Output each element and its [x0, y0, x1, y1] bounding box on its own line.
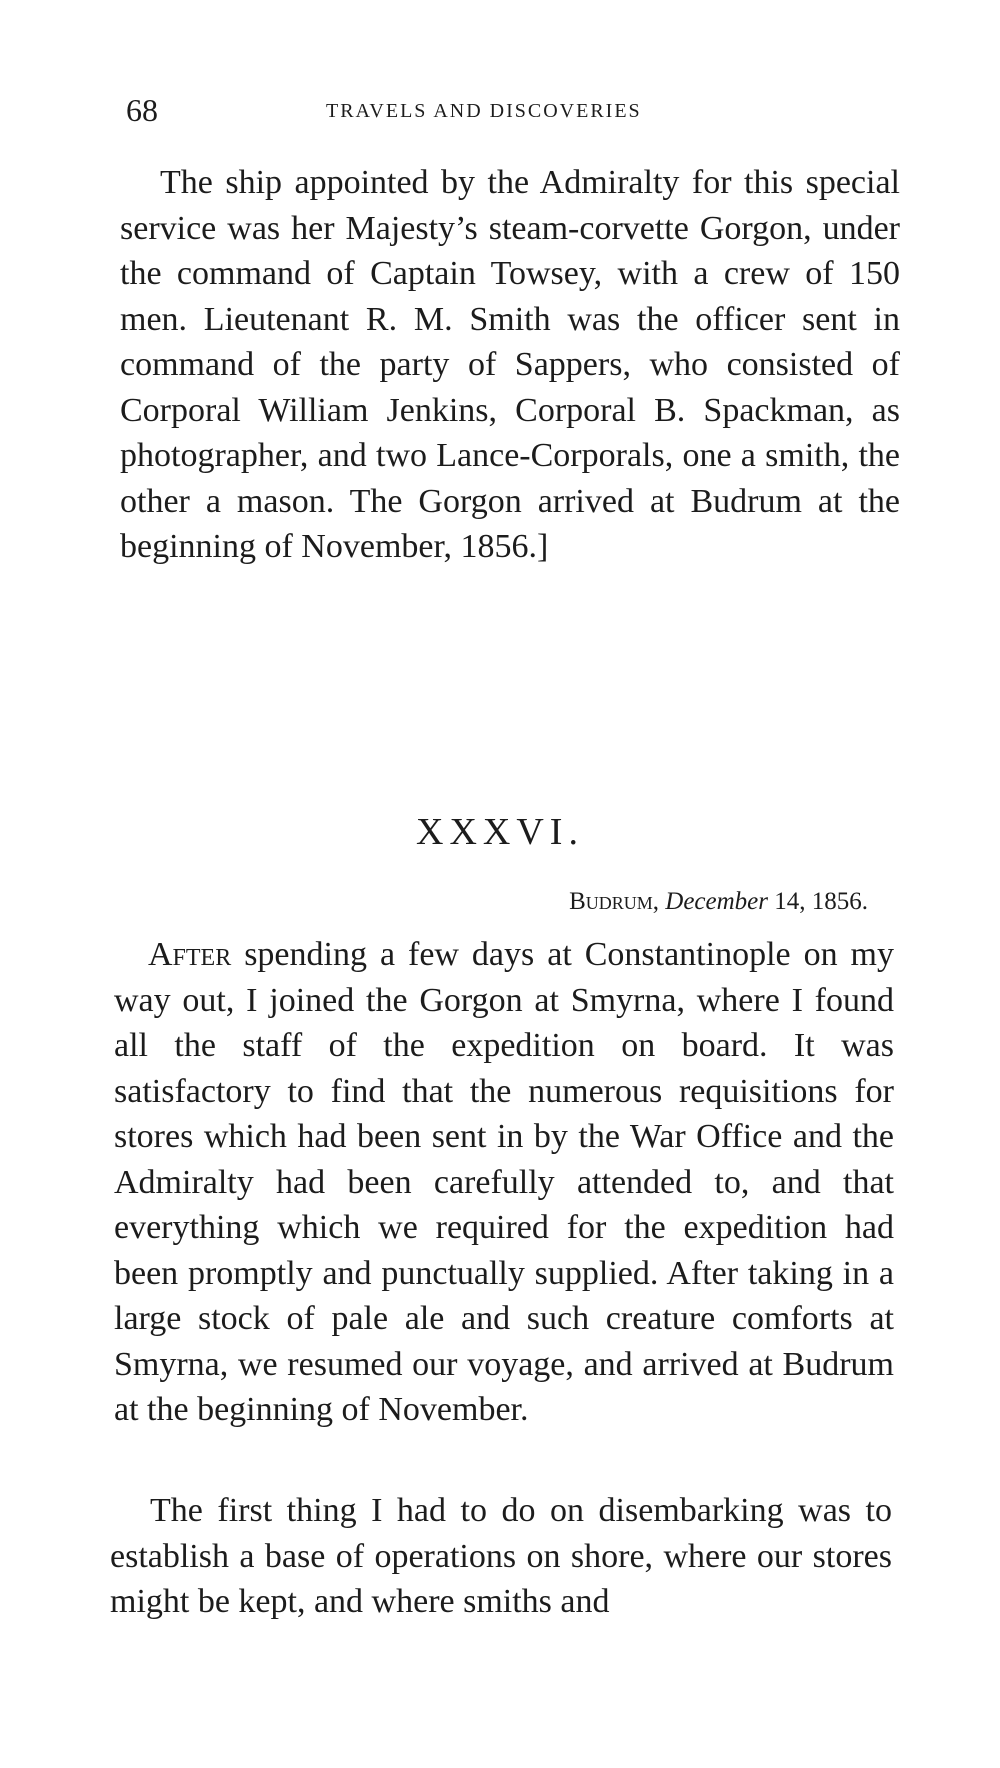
section-number: XXXVI. — [416, 811, 584, 853]
letter-paragraph — [114, 932, 894, 1433]
dateline-place: Budrum, — [569, 888, 660, 915]
letter-lead-word: After — [148, 936, 232, 973]
dateline-day-year: 14, 1856. — [768, 888, 868, 915]
dateline-month: December — [665, 888, 768, 915]
running-head: TRAVELS AND DISCOVERIES — [326, 100, 642, 122]
closing-paragraph: The first thing I had to do on disembarking was to establish a base of operations on shore, where our stores might be kept, and where smiths and — [110, 1492, 892, 1620]
page-number: 68 — [126, 92, 158, 128]
page-header — [126, 92, 896, 132]
intro-paragraph: The ship appointed by the Admiralty for this special service was her Majesty’s steam-corvette Gorgon, under the command of Captain Towsey, with a crew of 150 men. Lieutenant R. M. Smith was the officer sent in command of the party of Sappers, who consisted of Corporal William Jenkins, Corporal B. Spackman, as photographer, and two Lance-Corporals, one a smith, the other a mason. The Gorgon arrived at Budrum at the beginning of November, 1856.] — [120, 164, 900, 565]
letter-dateline — [430, 888, 868, 916]
letter-paragraph-body: spending a few days at Constantinople on my way out, I joined the Gorgon at Smyrna, where I found all the staff of the expedition on board. It was satisfactory to find that the numerous requisitions for stores which had been sent in by the War Office and the Admiralty had been carefully attended to, and that everything which we required for the expedition had been promptly and punctually supplied. After taking in a large stock of pale ale and such creature comforts at Smyrna, we resumed our voyage, and arrived at Budrum at the beginning of November. — [114, 936, 894, 1428]
